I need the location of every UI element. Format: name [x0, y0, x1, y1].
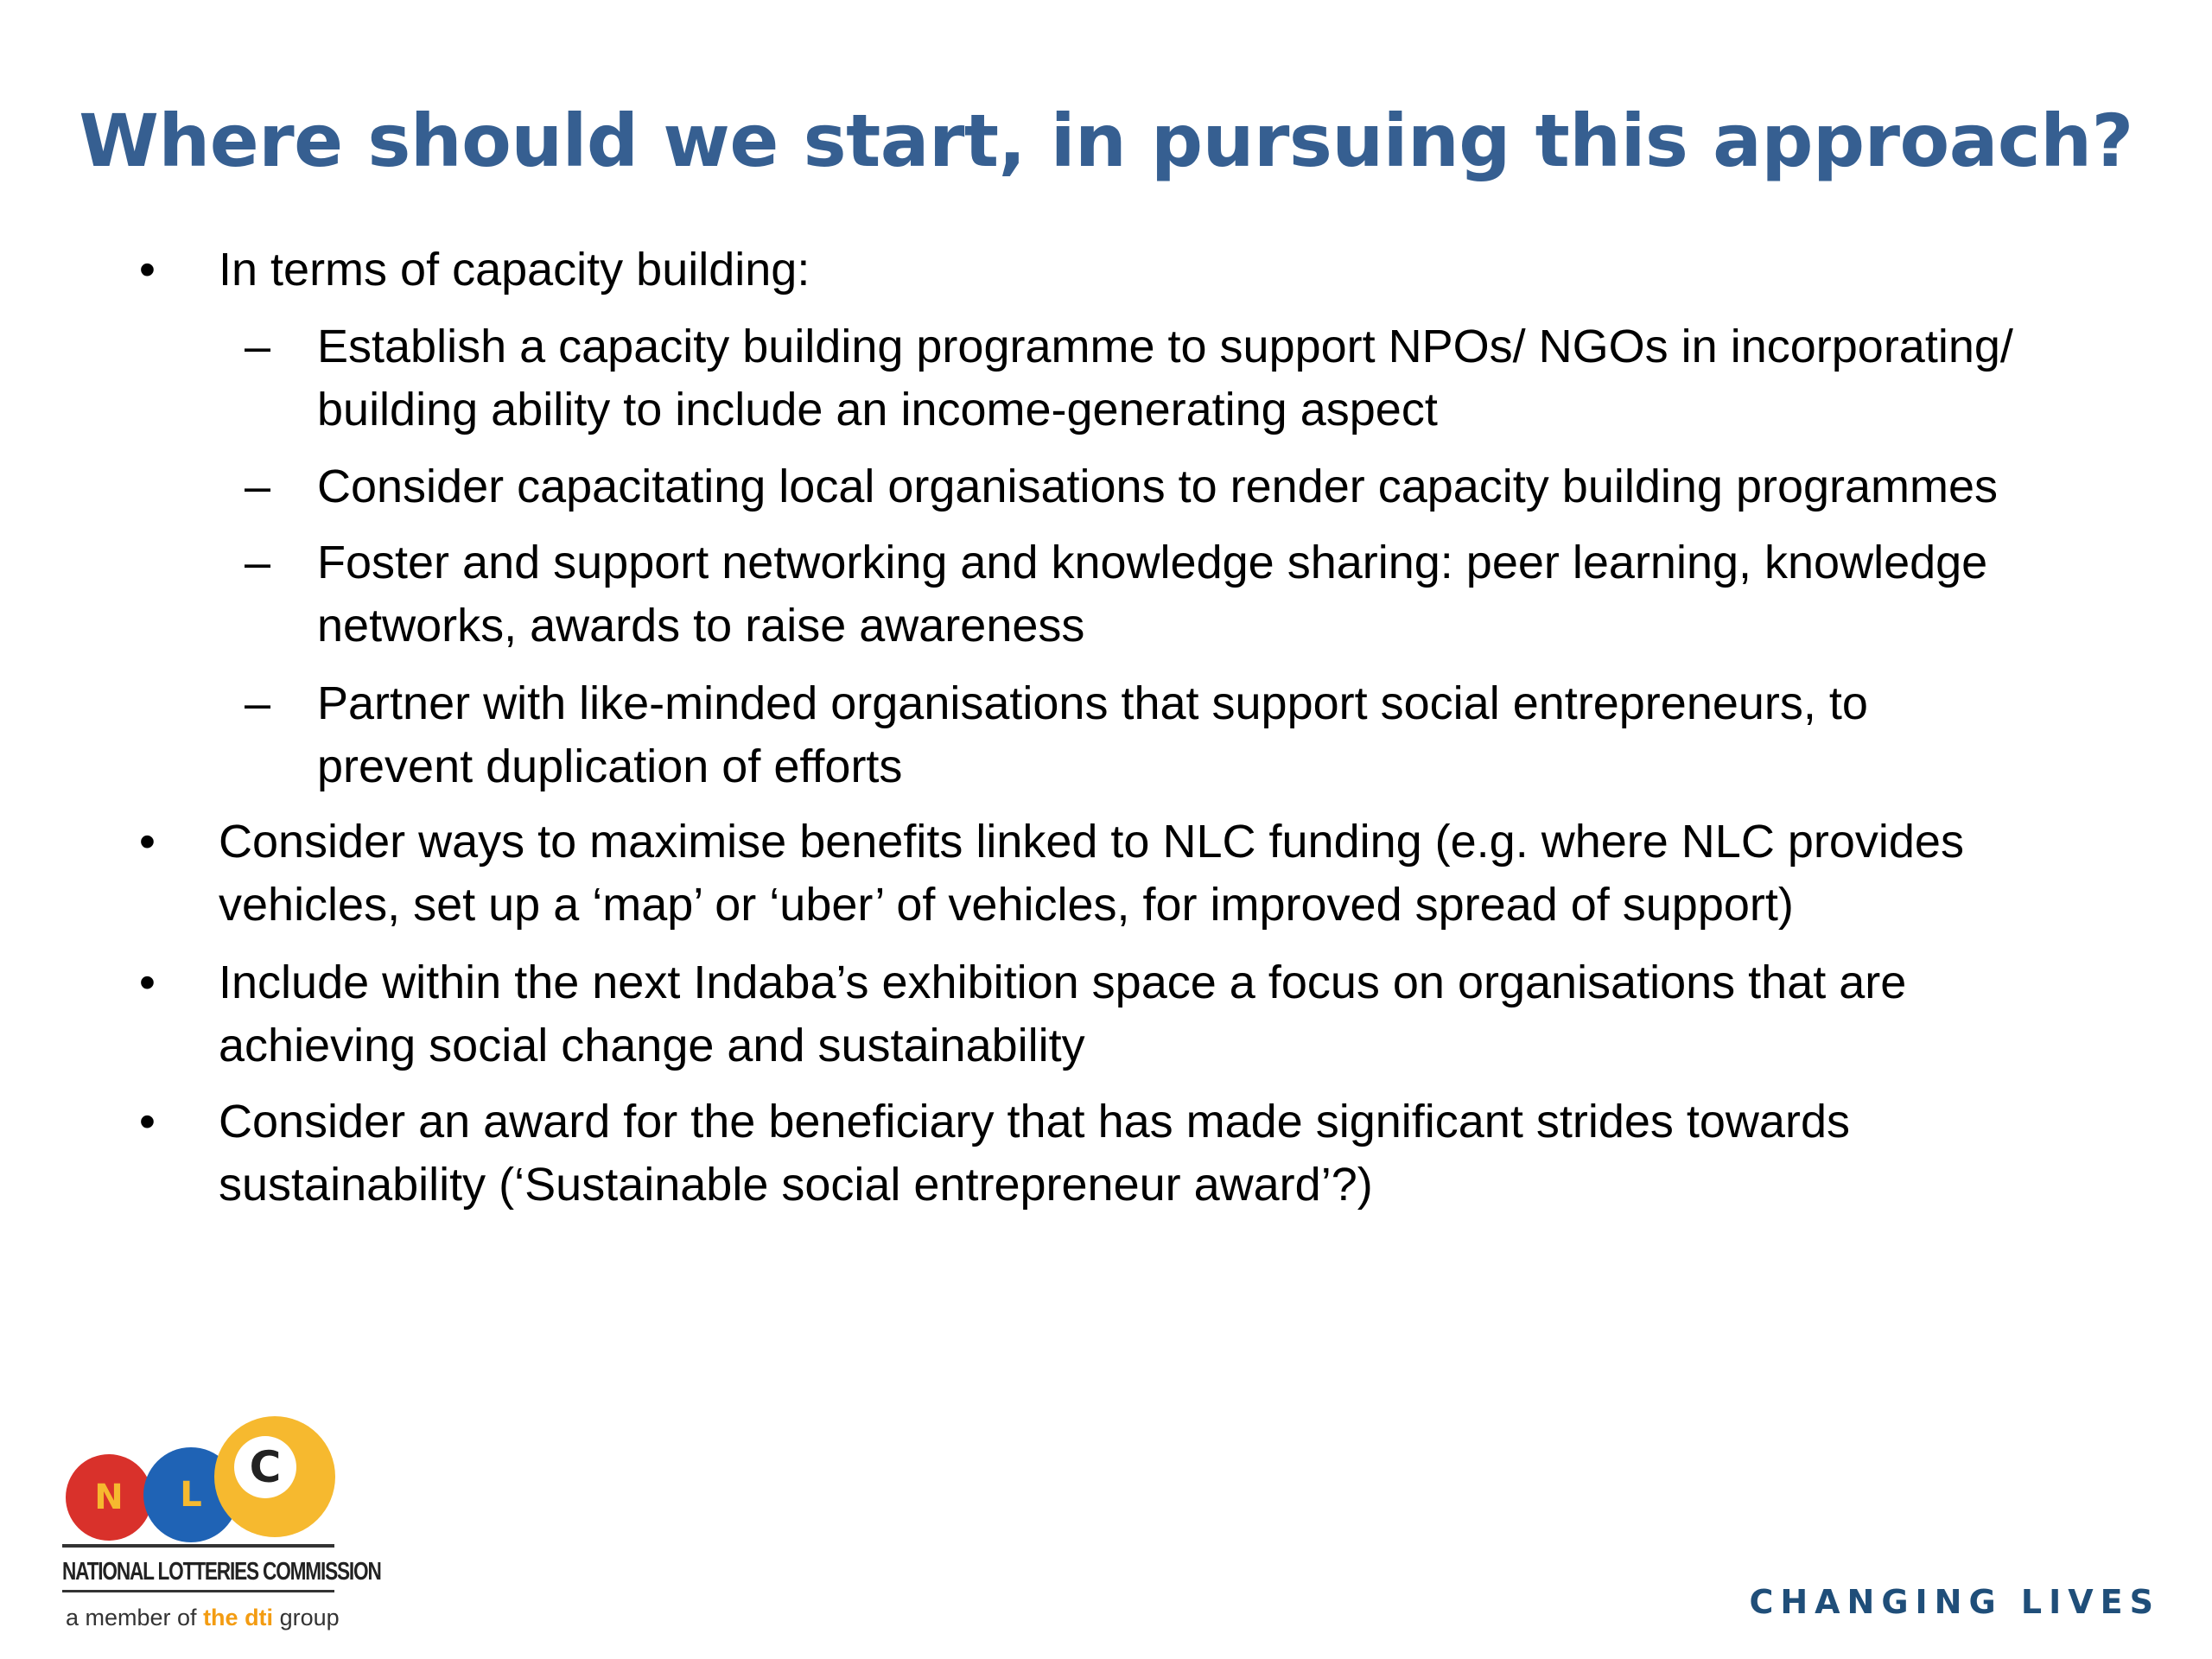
bullet-text-line: Consider an award for the beneficiary that has made significant strides towards — [219, 1096, 1850, 1147]
bullet-marker: • — [139, 957, 156, 1008]
bullet-marker: • — [139, 1096, 156, 1147]
sub-bullet-item-partner — [245, 672, 1868, 798]
sub-bullet-marker: – — [245, 321, 271, 372]
logo-rule-lower — [62, 1590, 334, 1592]
bullet-marker: • — [139, 244, 156, 296]
sub-bullet-item-programme — [245, 315, 2013, 442]
logo-letter-l: L — [180, 1475, 202, 1515]
footer-tagline: CHANGING LIVES — [1749, 1583, 2160, 1621]
logo-member-line — [66, 1605, 340, 1631]
slide-title: Where should we start, in pursuing this approach? — [79, 99, 2133, 183]
nlc-logo — [60, 1413, 381, 1637]
logo-letter-c-text: C — [249, 1441, 282, 1492]
logo-circle-n — [66, 1454, 152, 1541]
sub-bullet-marker: – — [245, 537, 271, 588]
bullet-text-line: Consider capacitating local organisations to render capacity building programmes — [317, 461, 1999, 512]
sub-bullet-item-local-organisations — [245, 455, 1999, 518]
bullet-text-line: sustainability (‘Sustainable social entrepreneur award’?) — [219, 1159, 1373, 1211]
bullet-marker: • — [139, 816, 156, 868]
logo-org-name: NATIONAL LOTTERIES COMMISSION — [62, 1558, 381, 1586]
bullet-text-line: achieving social change and sustainability — [219, 1020, 1085, 1071]
bullet-text-line: Partner with like-minded organisations that support social entrepreneurs, to — [317, 677, 1868, 729]
bullet-item-nlc-funding — [139, 810, 1964, 937]
bullet-text-line: In terms of capacity building: — [219, 244, 810, 296]
logo-member-prefix: a member of — [66, 1605, 204, 1630]
bullet-text-line: Consider ways to maximise benefits linked to NLC funding (e.g. where NLC provides — [219, 816, 1964, 868]
logo-rule — [62, 1544, 334, 1548]
bullet-text-line: Include within the next Indaba’s exhibition space a focus on organisations that are — [219, 957, 1907, 1008]
bullet-text-line: vehicles, set up a ‘map’ or ‘uber’ of vehicles, for improved spread of support) — [219, 879, 1794, 931]
bullet-text-line: Foster and support networking and knowledge sharing: peer learning, knowledge — [317, 537, 1988, 588]
logo-member-suffix: group — [273, 1605, 340, 1630]
bullet-text-line: building ability to include an income-generating aspect — [317, 384, 1438, 435]
bullet-item-award — [139, 1090, 1850, 1217]
bullet-item-indaba-exhibition — [139, 951, 1907, 1077]
bullet-text-line: prevent duplication of efforts — [317, 741, 903, 792]
bullet-text-line: Establish a capacity building programme to support NPOs/ NGOs in incorporating/ — [317, 321, 2013, 372]
bullet-text-line: networks, awards to raise awareness — [317, 600, 1085, 652]
logo-member-accent: the dti — [203, 1605, 274, 1630]
logo-circle-c — [214, 1416, 335, 1537]
sub-bullet-item-networking — [245, 531, 1988, 658]
logo-letter-c — [234, 1436, 296, 1498]
sub-bullet-marker: – — [245, 677, 271, 729]
bullet-item-capacity-building — [139, 238, 810, 302]
sub-bullet-marker: – — [245, 461, 271, 512]
logo-letter-n: N — [94, 1478, 124, 1517]
